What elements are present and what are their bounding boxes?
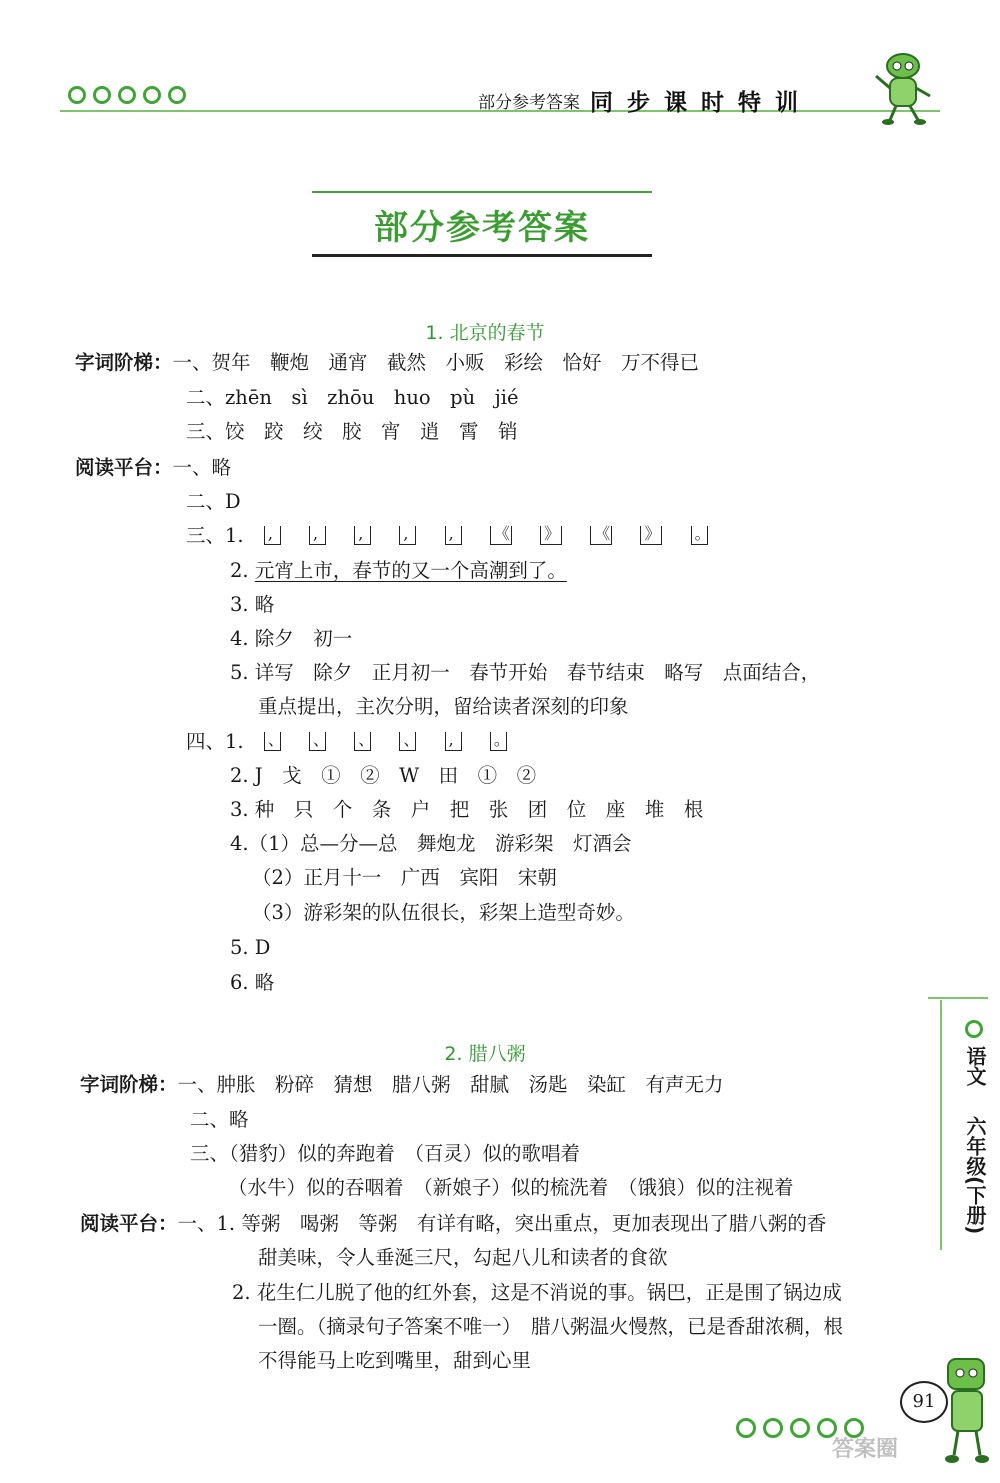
answer-line xyxy=(186,524,730,548)
label-yuedu: 阅读平台： xyxy=(80,1212,178,1235)
answer-line xyxy=(75,351,699,375)
header-dots xyxy=(68,86,186,104)
answer-line: 6. 略 xyxy=(230,971,275,994)
answer-line: 3. 略 xyxy=(230,593,275,616)
section-title: 1. 北京的春节 xyxy=(425,322,545,344)
answer-text: 一、肿胀 粉碎 猜想 腊八粥 甜腻 汤匙 染缸 有声无力 xyxy=(177,1073,724,1096)
book-title: 同步课时特训 xyxy=(590,90,812,116)
answer-line: 二、略 xyxy=(190,1108,249,1131)
mascot-icon xyxy=(940,1355,995,1470)
answer-line: 不得能马上吃到嘴里，甜到心里 xyxy=(258,1349,532,1372)
answer-line: 三、饺 跤 绞 胶 宵 逍 霄 销 xyxy=(186,420,518,443)
sidebar-rule xyxy=(928,997,988,999)
grade-label: 六年级(下册) xyxy=(963,1115,987,1235)
punctuation-box: 、 xyxy=(264,732,281,751)
punctuation-box: , xyxy=(445,732,462,751)
circle-icon xyxy=(93,86,111,104)
circle-icon xyxy=(965,1020,983,1038)
punctuation-box: 《 xyxy=(490,526,512,545)
sidebar-vertical-rule xyxy=(940,1000,942,1250)
answer-line: 3. 种 只 个 条 户 把 张 团 位 座 堆 根 xyxy=(230,798,704,821)
item-number: 四、1. xyxy=(186,730,244,753)
punctuation-box: , xyxy=(399,526,416,545)
mascot-icon xyxy=(868,46,938,126)
answer-line: （水牛）似的吞咽着 （新娘子）似的梳洗着 （饿狼）似的注视着 xyxy=(228,1176,794,1199)
answer-line: （3）游彩架的队伍很长，彩架上造型奇妙。 xyxy=(252,901,635,924)
circle-icon xyxy=(68,86,86,104)
circle-icon xyxy=(736,1418,756,1438)
label-zici: 字词阶梯： xyxy=(80,1073,178,1096)
answer-line xyxy=(80,1212,826,1236)
label-zici: 字词阶梯： xyxy=(75,351,173,374)
answer-line: （2）正月十一 广西 宾阳 宋朝 xyxy=(252,866,557,889)
answer-line xyxy=(75,456,231,480)
answer-line: 二、D xyxy=(186,490,241,513)
punctuation-box: 、 xyxy=(354,732,371,751)
circle-icon xyxy=(168,86,186,104)
page-number: 91 xyxy=(900,1381,948,1423)
title-top-rule xyxy=(312,191,652,193)
answer-line xyxy=(80,1073,724,1097)
item-number: 三、1. xyxy=(186,524,244,547)
answer-line: 4. 除夕 初一 xyxy=(230,627,353,650)
answer-text: 一、略 xyxy=(172,456,232,479)
answer-text: 一、1. 等粥 喝粥 等粥 有详有略，突出重点，更加表现出了腊八粥的香 xyxy=(177,1212,827,1235)
answer-line: 甜美味，令人垂涎三尺，勾起八儿和读者的食欲 xyxy=(258,1246,668,1269)
circle-icon xyxy=(143,86,161,104)
sidebar-subject xyxy=(960,1046,990,1234)
punctuation-box: 《 xyxy=(590,526,612,545)
punctuation-box: 》 xyxy=(540,526,562,545)
title-bottom-rule xyxy=(312,254,652,257)
header-small-label: 部分参考答案 xyxy=(478,93,580,113)
answer-line: 4.（1）总—分—总 舞炮龙 游彩架 灯酒会 xyxy=(230,832,632,855)
answer-line: 5. D xyxy=(230,936,271,959)
answer-line xyxy=(186,730,529,754)
answer-line: 2. J 戈 ① ② W 田 ① ② xyxy=(230,764,537,787)
watermark: 答案圈 xyxy=(832,1437,899,1462)
answer-line: 三、（猎豹）似的奔跑着 （百灵）似的歌唱着 xyxy=(190,1142,581,1165)
answer-line: 二、zhēn sì zhōu huo pù jié xyxy=(186,386,519,409)
section-title: 2. 腊八粥 xyxy=(444,1043,526,1065)
item-number: 2. xyxy=(230,559,249,582)
circle-icon xyxy=(790,1418,810,1438)
answer-line: 5. 详写 除夕 正月初一 春节开始 春节结束 略写 点面结合， xyxy=(230,661,821,684)
answer-line: 一圈。（摘录句子答案不唯一） 腊八粥温火慢熬，已是香甜浓稠，根 xyxy=(258,1315,844,1338)
punctuation-box: 、 xyxy=(309,732,326,751)
punctuation-box: 》 xyxy=(640,526,662,545)
subject-label: 语文 xyxy=(963,1046,987,1086)
circle-icon xyxy=(763,1418,783,1438)
answer-line: 2. 花生仁儿脱了他的红外套，这是不消说的事。锅巴，正是围了锅边成 xyxy=(232,1281,842,1304)
punctuation-box: , xyxy=(264,526,281,545)
answer-line xyxy=(230,559,567,583)
punctuation-box: 。 xyxy=(691,526,708,545)
punctuation-box: 。 xyxy=(490,732,507,751)
answer-text: 一、贺年 鞭炮 通宵 截然 小贩 彩绘 恰好 万不得已 xyxy=(172,351,700,374)
punctuation-box: , xyxy=(445,526,462,545)
circle-icon xyxy=(118,86,136,104)
punctuation-box: 、 xyxy=(399,732,416,751)
punctuation-box: , xyxy=(354,526,371,545)
page-title: 部分参考答案 xyxy=(374,208,590,248)
label-yuedu: 阅读平台： xyxy=(75,456,173,479)
underlined-answer: 元宵上市，春节的又一个高潮到了。 xyxy=(254,559,567,582)
answer-line: 重点提出，主次分明，留给读者深刻的印象 xyxy=(258,695,629,718)
punctuation-box: , xyxy=(309,526,326,545)
